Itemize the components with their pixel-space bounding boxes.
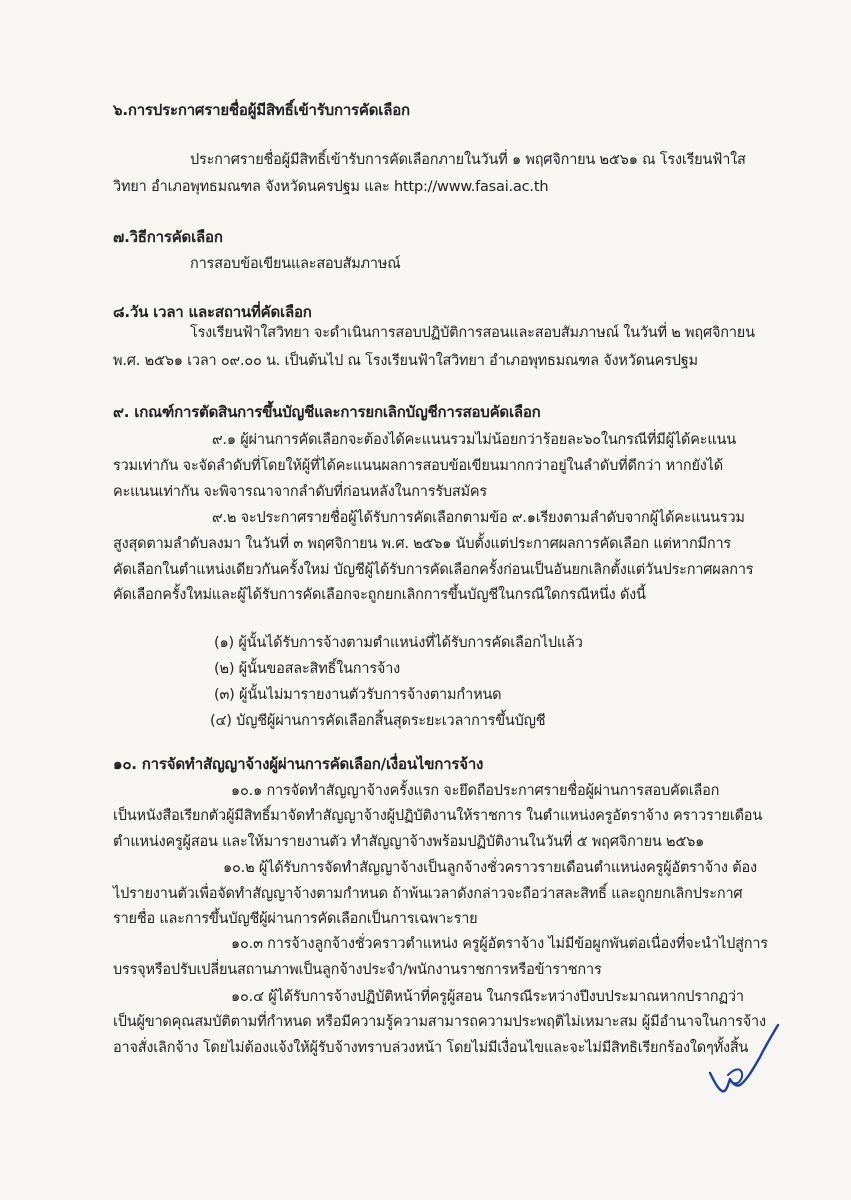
section-8-line: พ.ศ. ๒๕๖๑ เวลา ๐๙.๐๐ น. เป็นต้นไป ณ โรงเรียนฟ้าใสวิทยา อำเภอพุทธมณฑล จังหวัดนครปฐม xyxy=(113,353,698,369)
list-item: (๒) ผู้นั้นขอสละสิทธิ์ในการจ้าง xyxy=(214,661,401,677)
list-item: (๑) ผู้นั้นได้รับการจ้างตามตำแหน่งที่ได้รับการคัดเลือกไปแล้ว xyxy=(214,635,583,651)
list-item: (๓) ผู้นั้นไม่มารายงานตัวรับการจ้างตามกำหนด xyxy=(214,687,502,703)
section-7-heading: ๗.วิธีการคัดเลือก xyxy=(113,228,223,246)
section-10-1-line: เป็นหนังสือเรียกตัวผู้มีสิทธิ์มาจัดทำสัญญาจ้างผู้ปฏิบัติงานให้ราชการ ในตำแหน่งครูอัตราจ้าง คราวรายเดือน xyxy=(113,808,763,824)
section-9-1-line: รวมเท่ากัน จะจัดลำดับที่โดยให้ผู้ที่ได้คะแนนผลการสอบข้อเขียนมากกว่าอยู่ในลำดับที่ดีกว่า หากยังได้ xyxy=(113,458,723,474)
section-10-2-line: ๑๐.๒ ผู้ได้รับการจัดทำสัญญาจ้างเป็นลูกจ้างชั่วคราวรายเดือนตำแหน่งครูผู้อัตราจ้าง ต้อง xyxy=(223,860,757,876)
section-8-line: โรงเรียนฟ้าใสวิทยา จะดำเนินการสอบปฏิบัติการสอนและสอบสัมภาษณ์ ในวันที่ ๒ พฤศจิกายน xyxy=(190,325,755,341)
section-9-2-line: ๙.๒ จะประกาศรายชื่อผู้ได้รับการคัดเลือกตามข้อ ๙.๑เรียงตามลำดับจากผู้ได้คะแนนรวม xyxy=(212,510,745,526)
section-10-1-line: ๑๐.๑ การจัดทำสัญญาจ้างครั้งแรก จะยึดถือประกาศรายชื่อผู้ผ่านการสอบคัดเลือก xyxy=(231,783,720,799)
list-item: (๔) บัญชีผู้ผ่านการคัดเลือกสิ้นสุดระยะเวลาการขึ้นบัญชี xyxy=(210,713,546,729)
section-9-2-line: สูงสุดตามลำดับลงมา ในวันที่ ๓ พฤศจิกายน พ.ศ. ๒๕๖๑ นับตั้งแต่ประกาศผลการคัดเลือก แต่หากมีการ xyxy=(113,536,732,552)
section-10-3-line: บรรจุหรือปรับเปลี่ยนสถานภาพเป็นลูกจ้างประจำ/พนักงานราชการหรือข้าราชการ xyxy=(113,962,602,978)
section-10-4-line: อาจสั่งเลิกจ้าง โดยไม่ต้องแจ้งให้ผู้รับจ้างทราบล่วงหน้า โดยไม่มีเงื่อนไขและจะไม่มีสิทธิเรียกร้องใดๆทั้งสิ้น xyxy=(113,1040,749,1056)
section-10-4-line: เป็นผู้ขาดคุณสมบัติตามที่กำหนด หรือมีความรู้ความสามารถความประพฤติไม่เหมาะสม ผู้มีอำนาจในการจ้าง xyxy=(113,1014,766,1030)
section-10-4-line: ๑๐.๔ ผู้ได้รับการจ้างปฏิบัติหน้าที่ครูผู้สอน ในกรณีระหว่างปีงบประมาณหากปรากฏว่า xyxy=(231,989,744,1005)
section-9-heading: ๙. เกณฑ์การตัดสินการขึ้นบัญชีและการยกเลิกบัญชีการสอบคัดเลือก xyxy=(113,403,541,421)
section-8-heading: ๘.วัน เวลา และสถานที่คัดเลือก xyxy=(113,303,312,321)
section-9-2-line: คัดเลือกครั้งใหม่และผู้ได้รับการคัดเลือกจะถูกยกเลิกการขึ้นบัญชีในกรณีใดกรณีหนึ่ง ดังนี้ xyxy=(113,587,646,603)
section-10-heading: ๑๐. การจัดทำสัญญาจ้างผู้ผ่านการคัดเลือก/เงื่อนไขการจ้าง xyxy=(113,755,484,773)
section-9-1-line: คะแนนเท่ากัน จะพิจารณาจากลำดับที่ก่อนหลังในการรับสมัคร xyxy=(113,484,488,500)
section-10-2-line: รายชื่อ และการขึ้นบัญชีผู้ผ่านการคัดเลือกเป็นการเฉพาะราย xyxy=(113,911,478,927)
section-10-2-line: ไปรายงานตัวเพื่อจัดทำสัญญาจ้างตามกำหนด ถ้าพ้นเวลาดังกล่าวจะถือว่าสละสิทธิ์ และถูกยกเลิกประกาศ xyxy=(113,886,743,902)
section-6-heading: ๖.การประกาศรายชื่อผู้มีสิทธิ์เข้ารับการคัดเลือก xyxy=(113,101,410,119)
section-6-line: วิทยา อำเภอพุทธมณฑล จังหวัดนครปฐม และ http://www.fasai.ac.th xyxy=(113,179,549,195)
section-7-line: การสอบข้อเขียนและสอบสัมภาษณ์ xyxy=(190,256,401,272)
section-10-3-line: ๑๐.๓ การจ้างลูกจ้างชั่วคราวตำแหน่ง ครูผู้อัตราจ้าง ไม่มีข้อผูกพันต่อเนื่องที่จะนำไปสู่การ xyxy=(231,936,768,952)
signature-mark-icon xyxy=(700,1005,790,1095)
section-9-2-line: คัดเลือกในตำแหน่งเดียวกันครั้งใหม่ บัญชีผู้ได้รับการคัดเลือกครั้งก่อนเป็นอันยกเลิกตั้งแต่วันประกาศผลการ xyxy=(113,562,754,578)
section-6-line: ประกาศรายชื่อผู้มีสิทธิ์เข้ารับการคัดเลือกภายในวันที่ ๑ พฤศจิกายน ๒๕๖๑ ณ โรงเรียนฟ้าใส xyxy=(190,152,746,168)
section-9-1-line: ๙.๑ ผู้ผ่านการคัดเลือกจะต้องได้คะแนนรวมไม่น้อยกว่าร้อยละ๖๐ในกรณีที่มีผู้ได้คะแนน xyxy=(212,432,736,448)
section-10-1-line: ตำแหน่งครูผู้สอน และให้มารายงานตัว ทำสัญญาจ้างพร้อมปฏิบัติงานในวันที่ ๕ พฤศจิกายน ๒๕๖๑ xyxy=(113,834,705,850)
